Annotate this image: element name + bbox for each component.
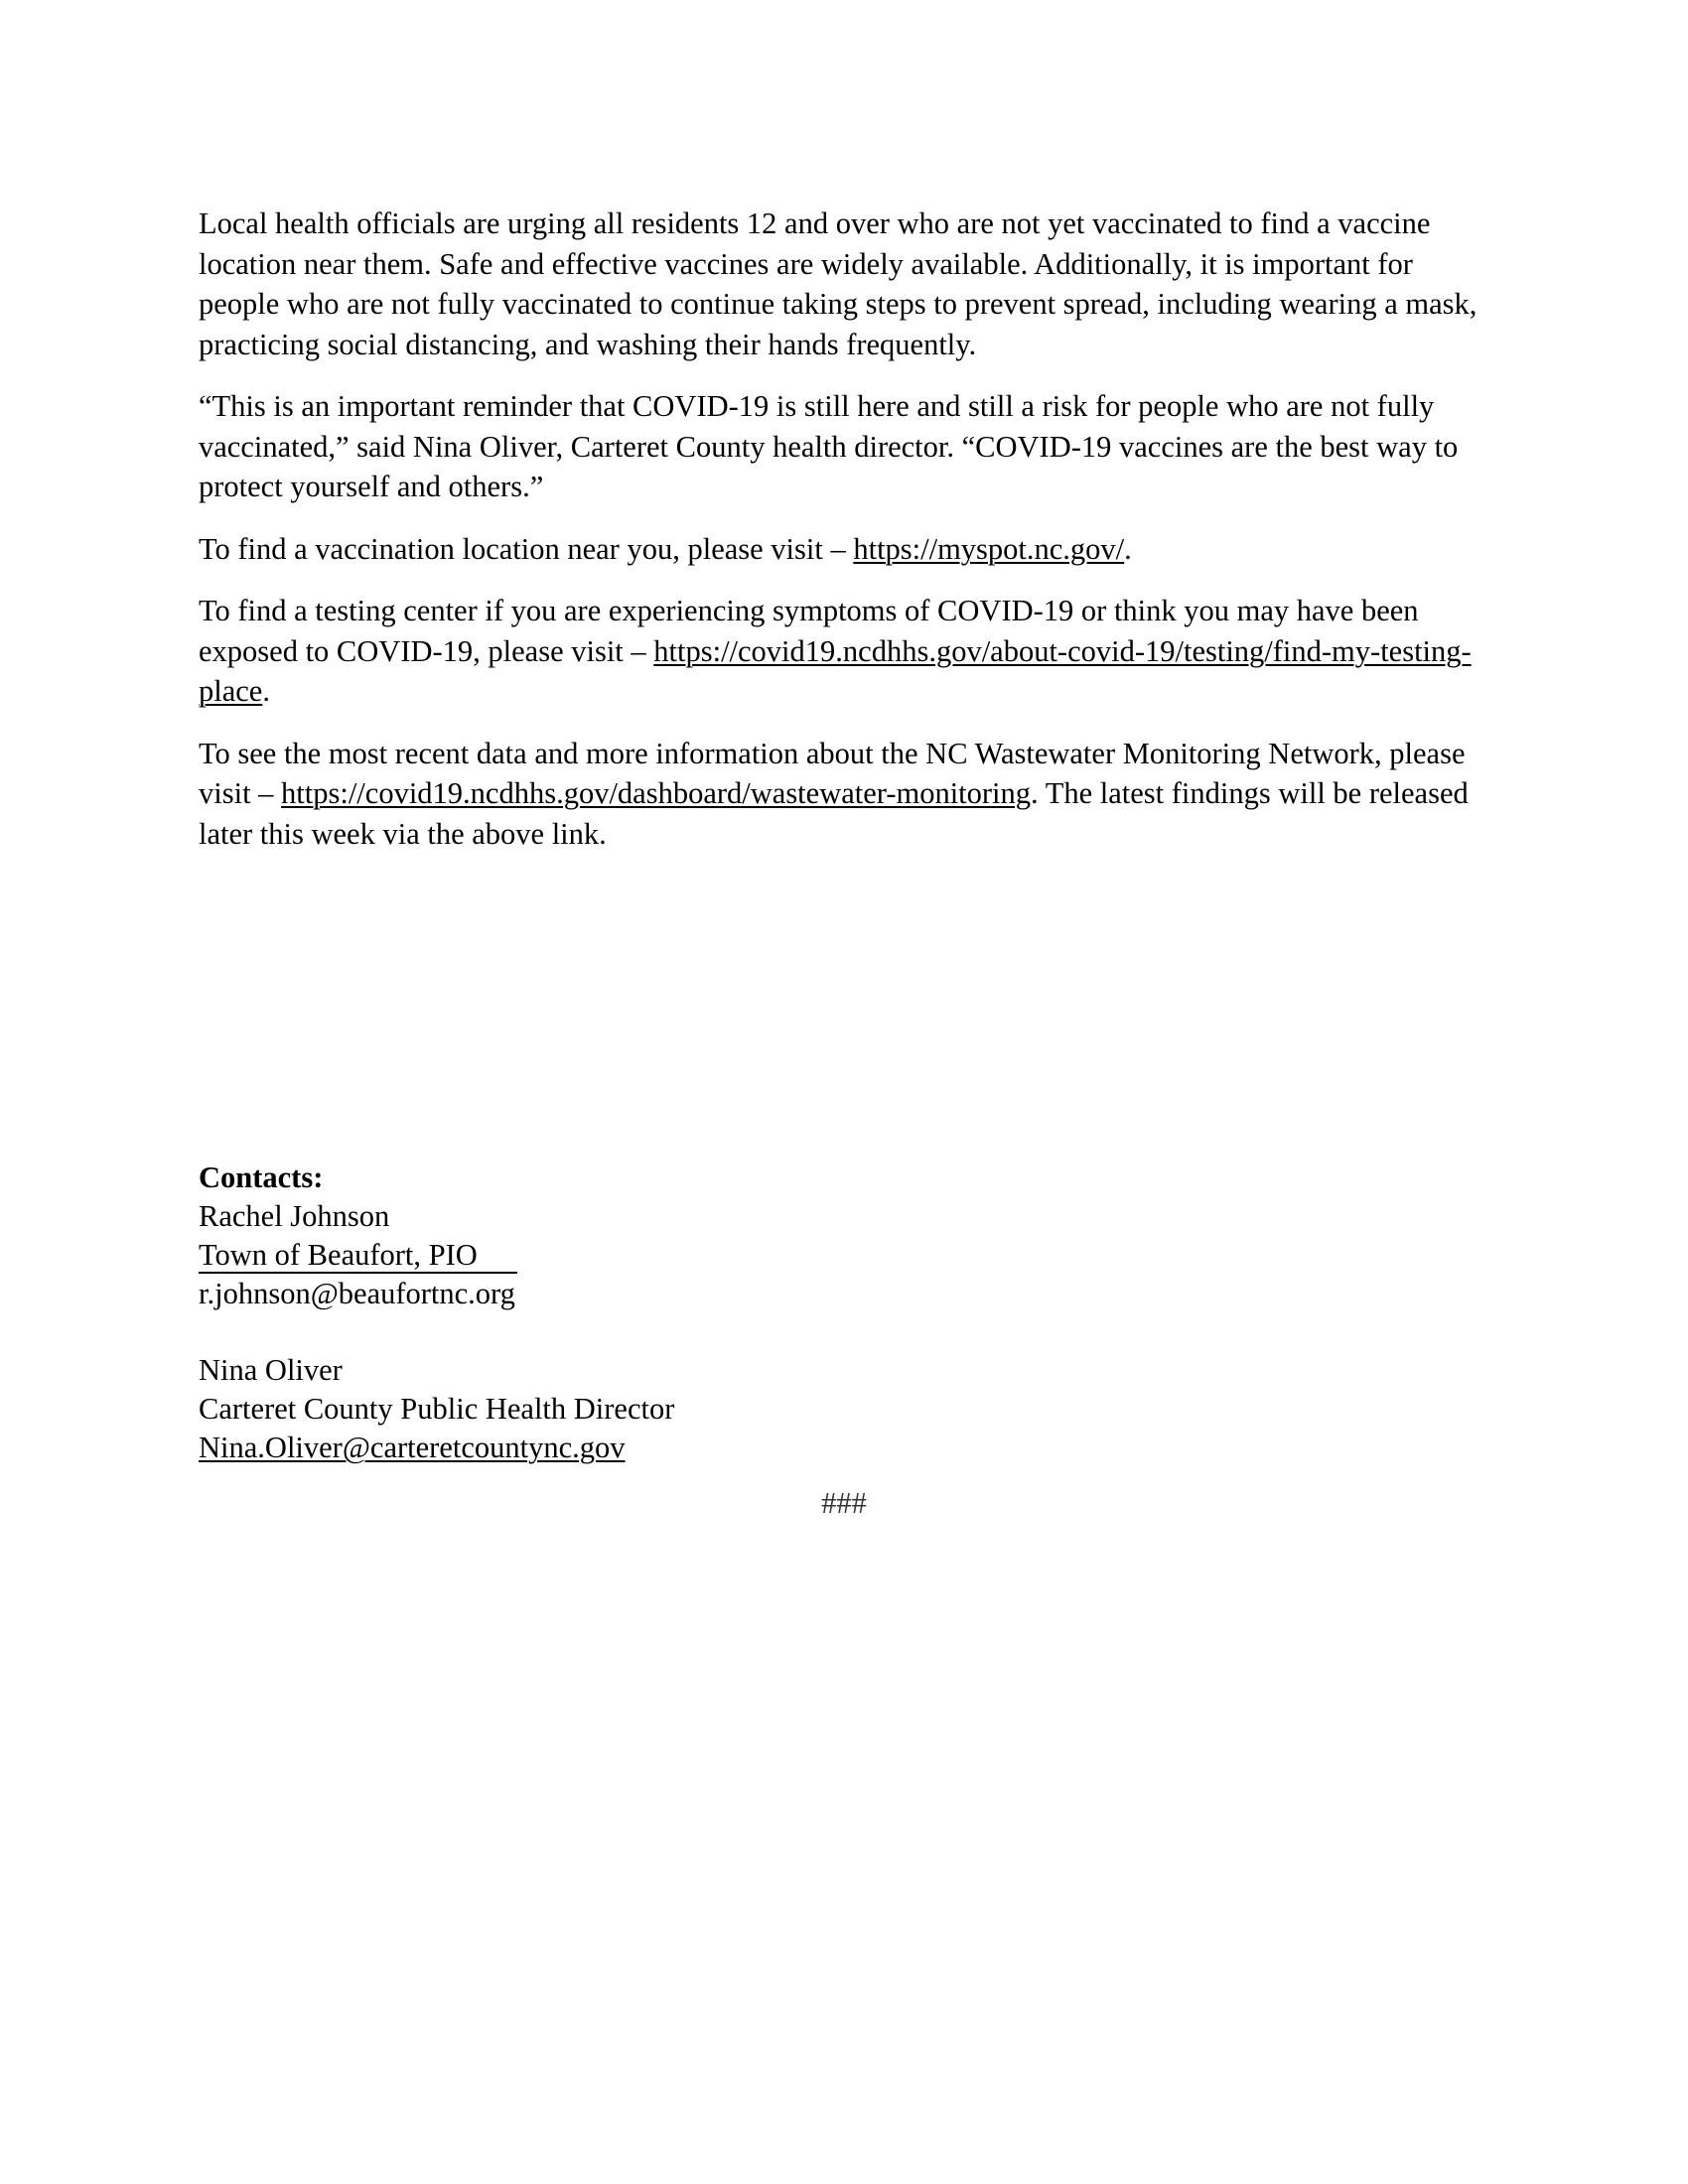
testing-place-link[interactable]: https://covid19.ncdhhs.gov/about-covid-19/testing/find-my-testing-place	[199, 633, 1472, 708]
contact-2-name: Nina Oliver	[199, 1353, 343, 1387]
contact-spacer	[199, 1313, 674, 1351]
contacts-heading: Contacts:	[199, 1160, 324, 1194]
testing-center-text: To find a testing center if you are experiencing symptoms of COVID-19 or think you may have been exposed to COVID-19, please visit –	[199, 594, 1419, 668]
contact-2-email-link[interactable]: Nina.Oliver@carteretcountync.gov	[199, 1431, 626, 1464]
contact-2-title: Carteret County Public Health Director	[199, 1392, 675, 1426]
wastewater-text-end: . The latest findings will be released later this week via the above link.	[199, 776, 1469, 851]
contact-1-title: Town of Beaufort, PIO	[199, 1238, 517, 1274]
wastewater-monitoring-link[interactable]: https://covid19.ncdhhs.gov/dashboard/wastewater-monitoring	[281, 776, 1032, 810]
testing-center-end: .	[262, 674, 270, 708]
contacts-block	[199, 1159, 674, 1467]
paragraph-testing-center	[199, 591, 1489, 712]
vaccination-location-end: .	[1124, 531, 1132, 566]
vaccination-location-text: To find a vaccination location near you, please visit –	[199, 531, 854, 566]
paragraph-wastewater-monitoring	[199, 734, 1489, 855]
paragraph-director-quote: “This is an important reminder that COVID-19 is still here and still a risk for people who are not fully vaccinated,” said Nina Oliver, Carteret County health director. “COVID-19 vaccines are the best way to protect yourself and others.”	[199, 389, 1459, 503]
end-of-release-mark: ###	[821, 1486, 867, 1520]
contact-1-name: Rachel Johnson	[199, 1199, 390, 1233]
myspot-link[interactable]: https://myspot.nc.gov/	[853, 531, 1125, 566]
contact-1-email: r.johnson@beaufortnc.org	[199, 1277, 515, 1310]
press-release-body	[199, 204, 1489, 876]
paragraph-vaccination-location	[199, 529, 1489, 570]
paragraph-vaccination-urging: Local health officials are urging all residents 12 and over who are not yet vaccinated to find a vaccine location near them. Safe and effective vaccines are widely available. Additionally, it is important for people who are not fully vaccinated to continue taking steps to prevent spread, including wearing a mask, practicing social distancing, and washing their hands frequently.	[199, 206, 1477, 361]
wastewater-text: To see the most recent data and more information about the NC Wastewater Monitoring Network, please visit –	[199, 736, 1466, 810]
